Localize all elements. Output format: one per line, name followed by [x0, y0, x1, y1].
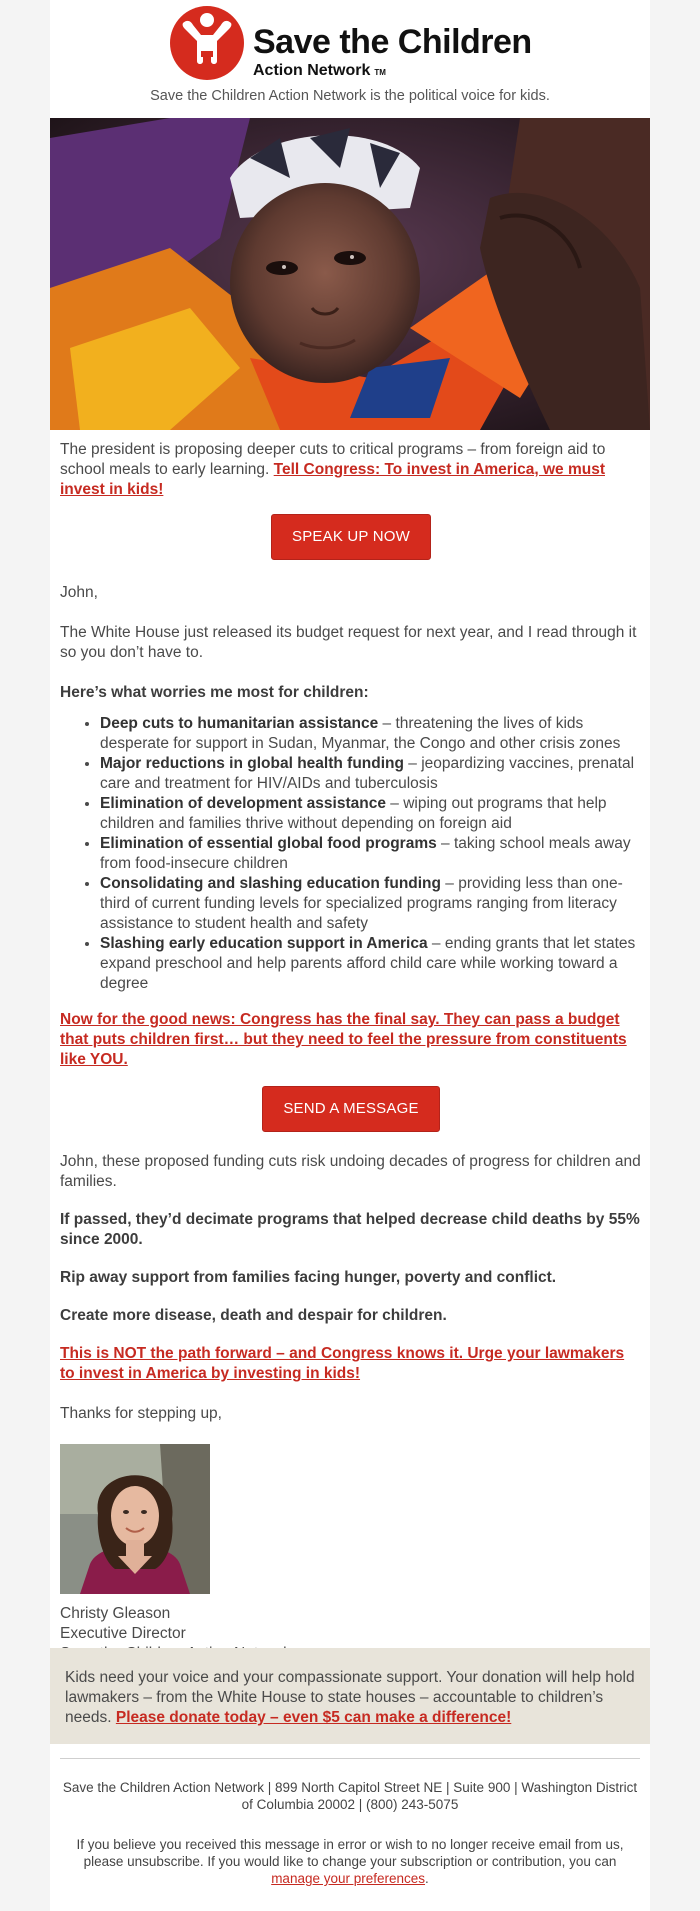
sign-off: Thanks for stepping up,: [60, 1405, 222, 1422]
list-item: • Elimination of essential global food programs – taking school meals away from food-insecure children: [100, 834, 642, 874]
bold-statement-2: Rip away support from families facing hunger, poverty and conflict.: [60, 1269, 557, 1286]
footer-address: Save the Children Action Network | 899 North Capitol Street NE | Suite 900 | Washington District of Columbia 20002 | (800) 243-5075: [62, 1780, 638, 1812]
tagline: Save the Children Action Network is the political voice for kids.: [150, 88, 550, 104]
intro-paragraph: The president is proposing deeper cuts to critical programs – from foreign aid to school meals to early learning. Tell Congress: To invest in America, we must invest in kids!: [60, 441, 606, 498]
intro-link[interactable]: Tell Congress: To invest in America, we must invest in kids!: [60, 461, 605, 498]
list-item: • Major reductions in global health funding – jeopardizing vaccines, prenatal care and treatment for HIV/AIDs and tuberculosis: [100, 754, 642, 794]
send-a-message-button[interactable]: SEND A MESSAGE: [262, 1086, 439, 1132]
paragraph-budget: The White House just released its budget request for next year, and I read through it so you don’t have to.: [60, 624, 637, 661]
save-the-children-logo-icon: [169, 5, 245, 81]
list-item: • Elimination of development assistance – wiping out programs that help children and families thrive without depending on foreign aid: [100, 794, 642, 834]
bold-statement-3: Create more disease, death and despair for children.: [60, 1307, 447, 1324]
footer: [60, 1758, 640, 1887]
hero-image[interactable]: [50, 118, 650, 430]
speak-up-now-button[interactable]: SPEAK UP NOW: [271, 514, 431, 560]
worries-list: [60, 714, 642, 994]
email-column: [50, 0, 650, 1911]
signature-photo: [60, 1444, 642, 1594]
bold-statement-1: If passed, they’d decimate programs that helped decrease child deaths by 55% since 2000.: [60, 1211, 640, 1248]
donate-link[interactable]: Please donate today – even $5 can make a difference!: [115, 1709, 512, 1726]
list-item: • Consolidating and slashing education funding – providing less than one-third of current funding levels for specialized programs ranging from literacy assistance to student health and safety: [100, 874, 642, 934]
good-news-link[interactable]: Now for the good news: Congress has the final say. They can pass a budget that puts children first… but they need to feel the pressure from constituents like YOU.: [60, 1011, 627, 1068]
greeting: John,: [60, 584, 98, 601]
brand-sub: Action Network TM: [253, 62, 386, 79]
manage-preferences-link[interactable]: manage your preferences: [271, 1871, 426, 1886]
paragraph-risk: John, these proposed funding cuts risk undoing decades of progress for children and families.: [60, 1153, 641, 1190]
list-item: • Slashing early education support in America – ending grants that let states expand preschool and help parents afford child care while working toward a degree: [100, 934, 642, 994]
donate-box: Kids need your voice and your compassionate support. Your donation will help hold lawmakers – from the White House to state houses – accountable to children’s needs. Please donate today – even $5 can make a difference!: [50, 1648, 650, 1744]
list-item: • Deep cuts to humanitarian assistance – threatening the lives of kids desperate for support in Sudan, Myanmar, the Congo and other crisis zones: [100, 714, 642, 754]
path-forward-link[interactable]: This is NOT the path forward – and Congress knows it. Urge your lawmakers to invest in America by investing in kids!: [60, 1345, 625, 1382]
portrait-photo: [60, 1444, 210, 1594]
body: [60, 440, 642, 1664]
logo[interactable]: [169, 5, 539, 83]
baby-photo: [50, 118, 650, 430]
header: [50, 0, 650, 118]
footer-unsubscribe: If you believe you received this message in error or wish to no longer receive email from us, please unsubscribe. If you would like to change your subscription or contribution, you can manage your preferences.: [76, 1837, 624, 1886]
brand-name: Save the Children: [253, 23, 532, 61]
worries-heading: Here’s what worries me most for children:: [60, 684, 369, 701]
signature-title: Executive Director: [60, 1625, 186, 1642]
signature-name: Christy Gleason: [60, 1605, 171, 1622]
trademark: TM: [374, 68, 386, 77]
